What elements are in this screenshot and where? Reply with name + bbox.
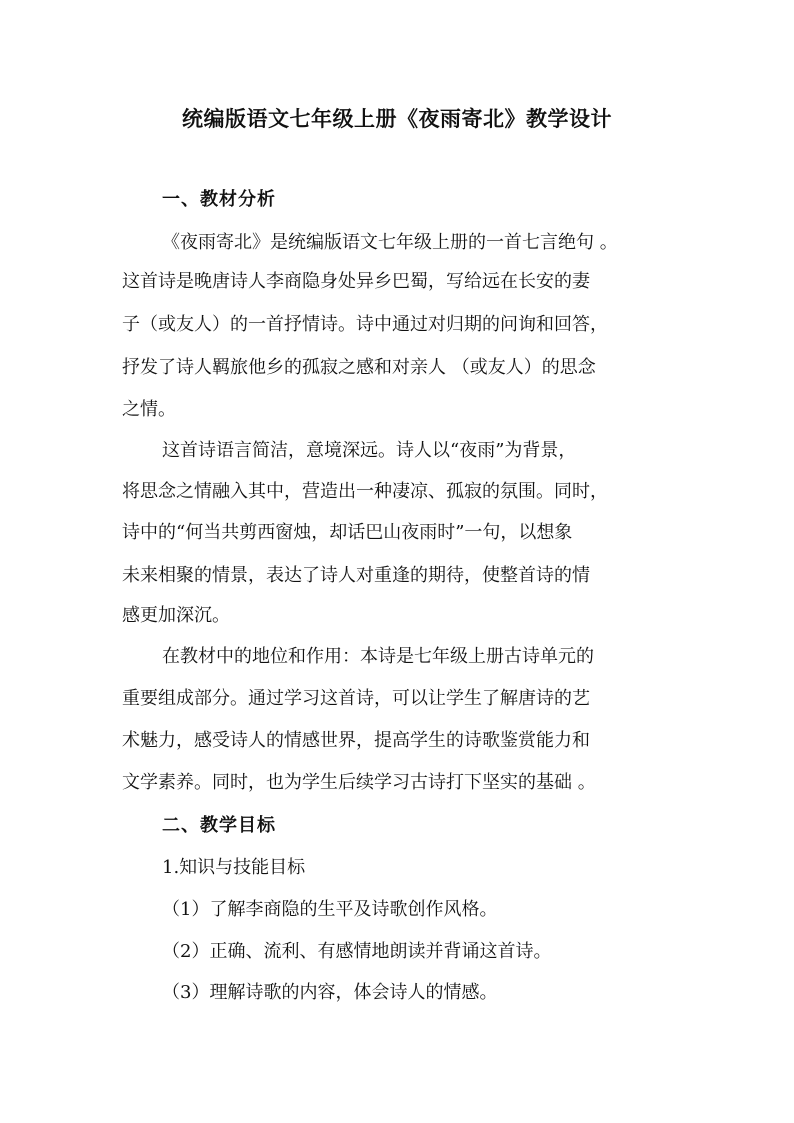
paragraph-line: 这首诗是晚唐诗人李商隐身处异乡巴蜀，写给远在长安的妻	[122, 271, 590, 292]
subsection-heading: 1.知识与技能目标	[162, 857, 306, 878]
paragraph-line: 未来相聚的情景，表达了诗人对重逢的期待，使整首诗的情	[122, 565, 590, 586]
paragraph-line: 文学素养。同时，也为学生后续学习古诗打下坚实的基础 。	[122, 772, 596, 793]
paragraph-line: 子（或友人）的一首抒情诗。诗中通过对归期的问询和回答，	[122, 314, 608, 335]
paragraph-line: 之情。	[122, 399, 176, 420]
objective-item: （1）了解李商隐的生平及诗歌创作风格。	[162, 899, 498, 920]
paragraph-line: 将思念之情融入其中，营造出一种凄凉、孤寂的氛围。同时，	[122, 481, 608, 502]
paragraph-line: 感更加深沉。	[122, 605, 230, 626]
section-heading-teaching-objectives: 二、教学目标	[162, 815, 276, 836]
document-title: 统编版语文七年级上册《夜雨寄北》教学设计	[182, 107, 612, 131]
objective-item: （3）理解诗歌的内容，体会诗人的情感。	[162, 982, 498, 1003]
paragraph-line: 重要组成部分。通过学习这首诗，可以让学生了解唐诗的艺	[122, 688, 590, 709]
paragraph-line: 术魅力，感受诗人的情感世界，提高学生的诗歌鉴赏能力和	[122, 730, 590, 751]
paragraph-line: 这首诗语言简洁，意境深远。诗人以“夜雨”为背景，	[162, 440, 577, 461]
paragraph-line: 《夜雨寄北》是统编版语文七年级上册的一首七言绝句 。	[162, 232, 618, 253]
paragraph-line: 在教材中的地位和作用：本诗是七年级上册古诗单元的	[162, 646, 594, 667]
objective-item: （2）正确、流利、有感情地朗读并背诵这首诗。	[162, 941, 552, 962]
section-heading-textbook-analysis: 一、教材分析	[162, 189, 276, 210]
paragraph-line: 抒发了诗人羁旅他乡的孤寂之感和对亲人 （或友人）的思念	[122, 357, 596, 378]
paragraph-line: 诗中的“何当共剪西窗烛，却话巴山夜雨时”一句，以想象	[122, 522, 573, 543]
